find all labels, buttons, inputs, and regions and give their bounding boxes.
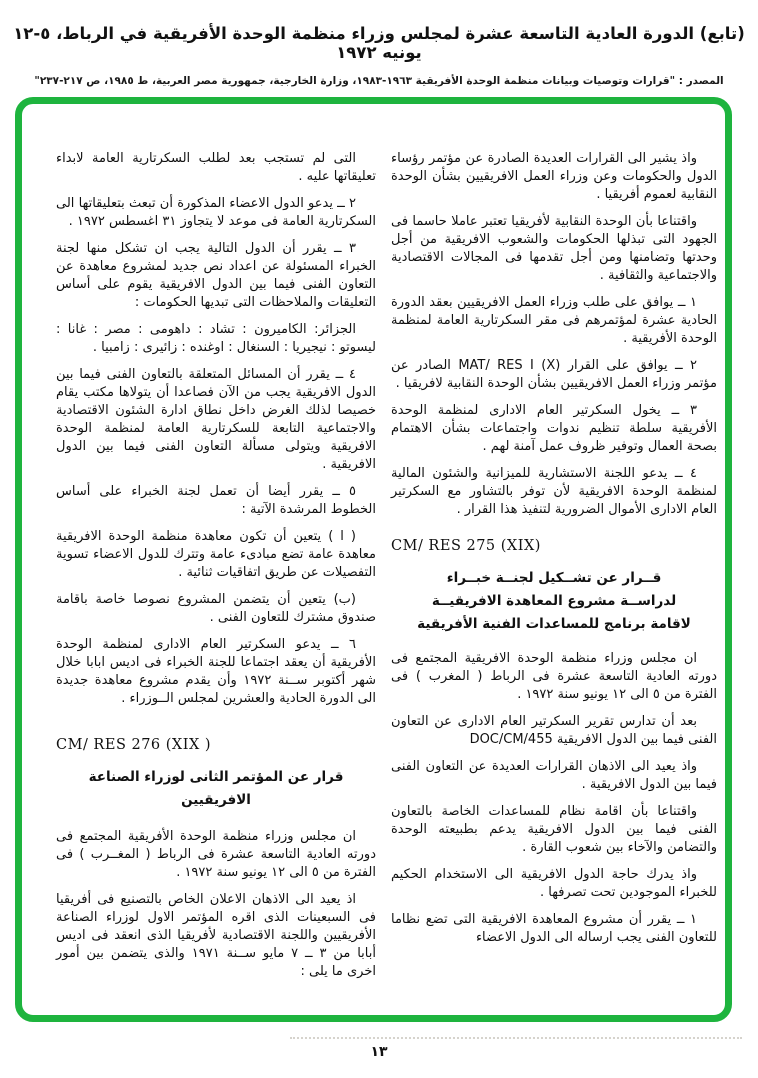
- resolution-code-cm-res-276: CM/ RES 276 (XIX ): [56, 737, 212, 753]
- paragraph: اذ يعيد الى الاذهان الاعلان الخاص بالتصنيع فى أفريقيا فى السبعينات الذى اقره المؤتمر الاول لوزراء الصناعة الأفريقيين واللجنة الاقتصادية لأفريقيا الذى انعقد فى اديس أبابا من ٣ ــ ٧ مايو ســنة ١٩٧١ والذى يتضمن بين أمور اخرى ما يلى :: [56, 892, 376, 979]
- paragraph: واذ يشير الى القرارات العديدة الصادرة عن مؤتمر رؤساء الدول والحكومات وعن وزراء العمل الافريقيين بشأن الوحدة النقابية لعموم أفريقيا .: [391, 151, 717, 202]
- numbered-item: ٢ ــ يدعو الدول الاعضاء المذكورة أن تبعث بتعليقاتها الى السكرتارية العامة فى موعد لا يتجاوز ٣١ اغسطس ١٩٧٢ .: [56, 196, 376, 229]
- paragraph: واقتناعا بأن الوحدة النقابية لأفريقيا تعتبر عاملا حاسما فى الجهود التى تبذلها الحكومات والشعوب الافريقية من أجل وحدتها وتضامنها ومن أجل تقدمها فى المجالات الاقتصادية والاجتماعية والثقافية .: [391, 214, 717, 283]
- resolution-title-line: لاقامة برنامج للمساعدات الفنية الأفريقية: [417, 616, 691, 632]
- resolution-title: [56, 766, 376, 812]
- paragraph: واذ يدرك حاجة الدول الافريقية الى الاستخدام الحكيم للخبراء الموجودين تحت تصرفها .: [391, 867, 717, 900]
- numbered-item: ٤ ــ يقرر أن المسائل المتعلقة بالتعاون الفنى فيما بين الدول الافريقية يجب من الآن فصاعدا أن يتولاها مكتب يقام خصيصا لذلك الغرض داخل نطاق ادارة الشئون الاقتصادية والاجتماعية التابعة للسكرتارية العامة لمنظمة الوحدة الافريقية ويتولى مسألة التعاون الفنى فيما بين الدول الافريقية .: [56, 367, 376, 472]
- resolution-title-line: قرار عن المؤتمر الثانى لوزراء الصناعة الافريقيين: [88, 769, 344, 808]
- numbered-item: ٢ ــ يوافق على القرار MAT/ RES I (X) الصادر عن مؤتمر وزراء العمل الافريقيين بشأن الوحدة النقابية لافريقيا .: [391, 358, 717, 391]
- numbered-item: ٣ ــ يخول السكرتير العام الادارى لمنظمة الوحدة الأفريقية سلطة تنظيم ندوات واجتماعات بشأن الاهتمام بصحة العمال وتوفير ظروف عمل آمنة لهم .: [391, 403, 717, 454]
- content-border-box: [15, 97, 732, 1022]
- numbered-item: ٦ ــ يدعو السكرتير العام الادارى لمنظمة الوحدة الأفريقية أن يعقد اجتماعا للجنة الخبراء فى اديس ابابا خلال شهر أكتوبر ســنة ١٩٧٢ وأن يقدم مشروع معاهدة جديدة الى الدورة الحادية والعشرين لمجلس الــوزراء .: [56, 637, 377, 706]
- numbered-item: ١ ــ يوافق على طلب وزراء العمل الافريقيين بعقد الدورة الحادية عشرة لمؤتمرهم فى مقر السكرتارية العامة لمنظمة الوحدة الأفريقية .: [391, 295, 717, 346]
- paragraph: التى لم تستجب بعد لطلب السكرتارية العامة لابداء تعليقاتها عليه .: [56, 151, 376, 184]
- resolution-code-cm-res-275: CM/ RES 275 (XIX): [391, 538, 541, 554]
- scan-artifact-line: [290, 1037, 742, 1039]
- column-left: [56, 150, 376, 1015]
- paragraph: بعد أن تدارس تقرير السكرتير العام الادارى عن التعاون الفنى فيما بين الدول الافريقية DOC/CM/455: [391, 714, 717, 747]
- paragraph: واقتناعا بأن اقامة نظام للمساعدات الخاصة بالتعاون الفنى فيما بين الدول الافريقية يدعم بطبيعته الوحدة والتضامن والآخاء بين شعوب القارة .: [391, 804, 717, 855]
- column-right: [391, 150, 717, 1015]
- source-citation: المصدر : "قرارات وتوصيات وبيانات منظمة الوحدة الأفريقية ١٩٦٣-١٩٨٣، وزارة الخارجية، جمهورية مصر العربية، ط ١٩٨٥، ص ٢١٧-٢٣٧": [34, 75, 724, 87]
- country-list: الجزائر: الكاميرون : تشاد : داهومى : مصر : غانا : ليسوتو : نيجيريا : السنغال : اوغنده : زائيرى : زامبيا .: [56, 322, 376, 355]
- numbered-item: ٥ ــ يقرر أيضا أن تعمل لجنة الخبراء على أساس الخطوط المرشدة الآتية :: [56, 484, 376, 517]
- page-header: [0, 0, 758, 87]
- resolution-title-line: لدراســة مشروع المعاهدة الافريقيــة: [431, 593, 677, 609]
- numbered-item: ١ ــ يقرر أن مشروع المعاهدة الافريقية التى تضع نظاما للتعاون الفنى يجب ارساله الى الدول الاعضاء: [391, 912, 717, 945]
- numbered-item: ٤ ــ يدعو اللجنة الاستشارية للميزانية والشئون المالية لمنظمة الوحدة الافريقية لأن توفر بالتشاور مع السكرتير العام الادارى الأموال الضرورية لتنفيذ هذا القرار .: [391, 466, 717, 517]
- paragraph: واذ يعيد الى الاذهان القرارات العديدة عن التعاون الفنى فيما بين الدول الافريقية .: [391, 759, 717, 792]
- paragraph: ان مجلس وزراء منظمة الوحدة الأفريقية المجتمع فى دورته العادية التاسعة عشرة فى الرباط ( المغــرب ) فى الفترة من ٥ الى ١٢ يونيو سنة ١٩٧٢ .: [56, 829, 376, 880]
- lettered-item: ( ا ) يتعين أن تكون معاهدة منظمة الوحدة الافريقية معاهدة عامة تضع مبادىء عامة وتترك للدول الاعضاء تسوية التفصيلات عن طريق اتفاقيات ثنائية .: [56, 529, 376, 580]
- page-title: (تابع) الدورة العادية التاسعة عشرة لمجلس وزراء منظمة الوحدة الأفريقية في الرباط، ٥-١٢ يونيه ١٩٧٢: [13, 24, 745, 62]
- resolution-title-line: قــرار عن تشــكيل لجنــة خبــراء: [446, 570, 662, 586]
- lettered-item: (ب) يتعين أن يتضمن المشروع نصوصا خاصة باقامة صندوق مشترك للتعاون الفنى .: [56, 592, 376, 625]
- numbered-item: ٣ ــ يقرر أن الدول التالية يجب ان تشكل منها لجنة الخبراء المسئولة عن اعداد نص جديد لمشروع معاهدة عن التعاون الفنى فيما بين الدول الافريقية يقوم على أساس التعليقات والملاحظات التى تبديها الحكومات :: [56, 241, 376, 310]
- paragraph: ان مجلس وزراء منظمة الوحدة الافريقية المجتمع فى دورته العادية التاسعة عشرة فى الرباط ( المغرب ) فى الفترة من ٥ الى ١٢ يونيو سنة ١٩٧٢ .: [391, 651, 717, 702]
- page-number: ١٣: [370, 1044, 388, 1060]
- resolution-title: [391, 567, 717, 636]
